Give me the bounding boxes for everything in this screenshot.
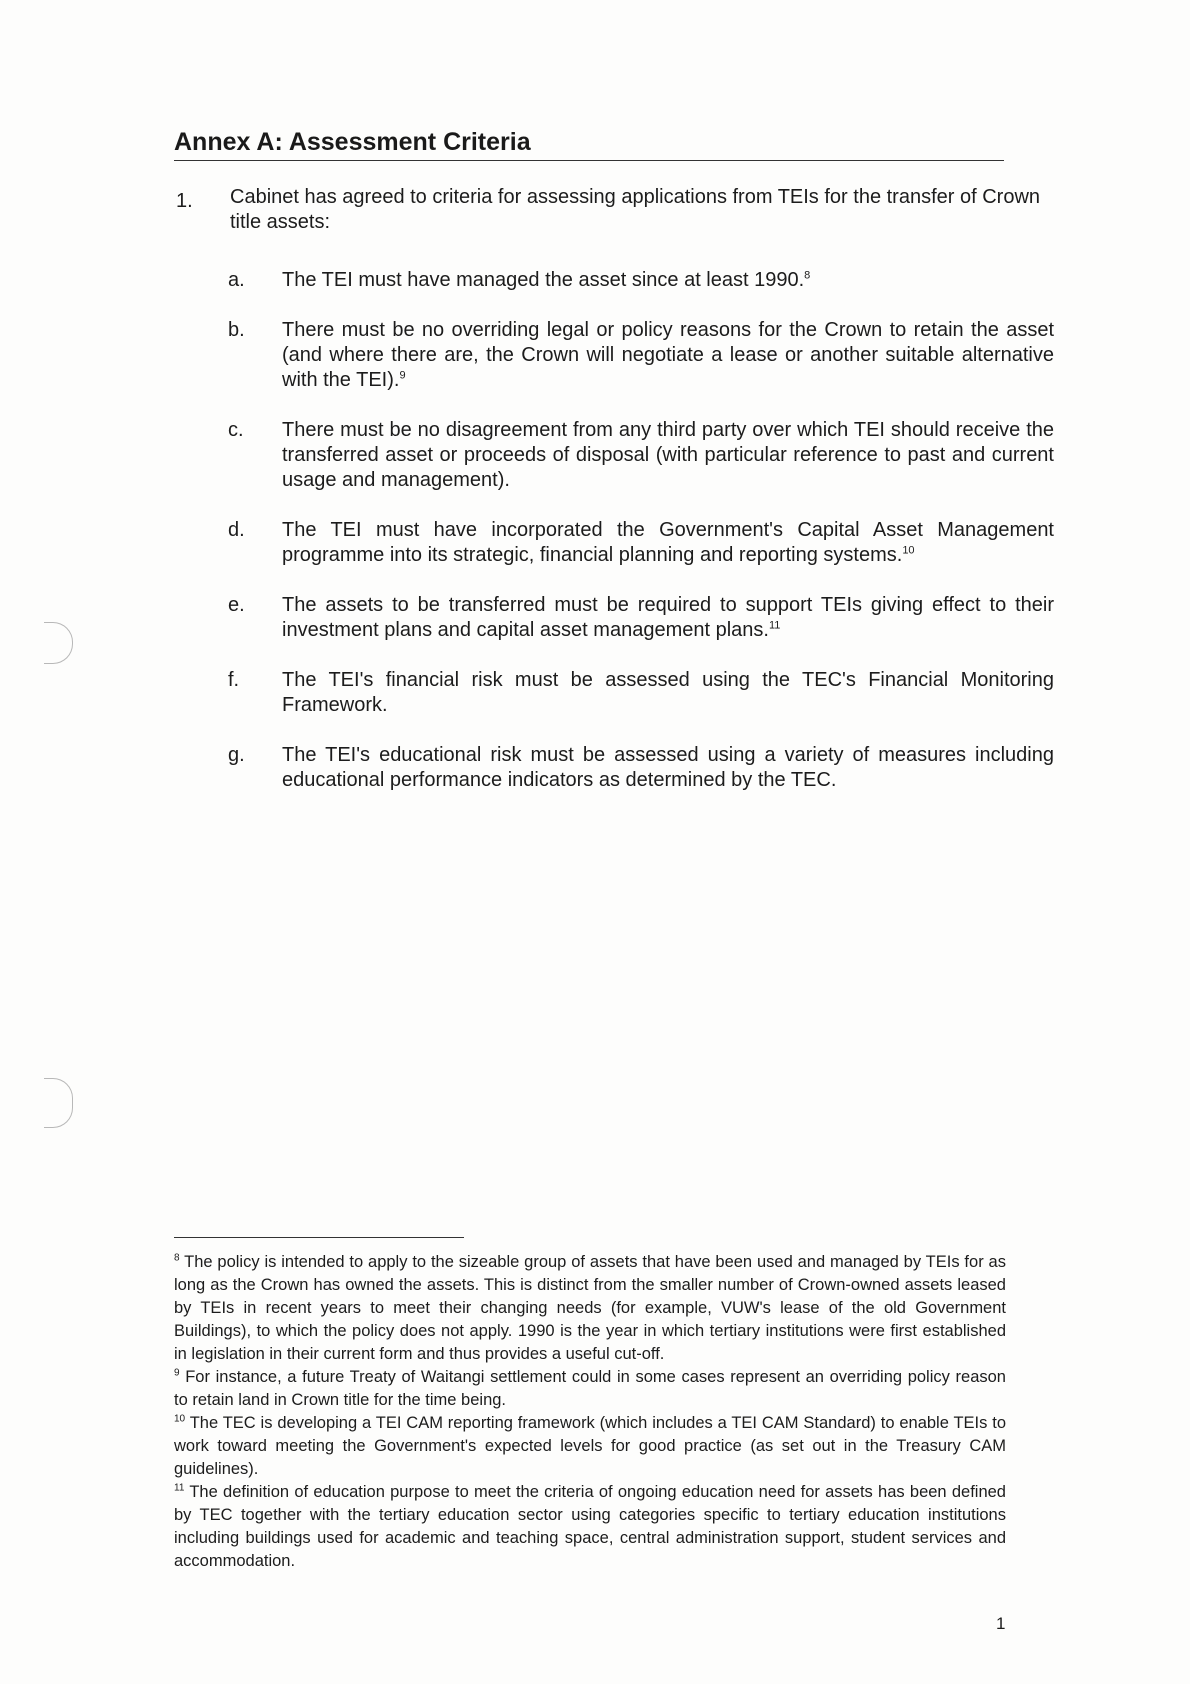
footnote-9: [174, 1366, 1006, 1412]
criterion-text: The TEI must have managed the asset since at least 1990.: [282, 269, 805, 291]
footnote-ref: 11: [768, 619, 781, 632]
footnotes: [174, 1251, 1006, 1573]
footnote-text: For instance, a future Treaty of Waitangi settlement could in some cases represent an overriding policy reason to retain land in Crown title for the time being.: [174, 1368, 1006, 1409]
page-title: Annex A: Assessment Criteria: [174, 128, 531, 156]
footnote-11: [174, 1481, 1006, 1573]
footnote-text: The definition of education purpose to meet the criteria of ongoing education need for assets has been defined by TEC together with the tertiary education sector using categories specific to tertiary education institutions including buildings used for academic and teaching space, central administration support, student services and accommodation.: [174, 1483, 1006, 1570]
criterion-letter: d.: [228, 519, 245, 541]
footnote-number: 11: [174, 1482, 185, 1494]
criterion-letter: c.: [228, 419, 244, 441]
footnote-number: 10: [174, 1413, 186, 1425]
criterion-text: There must be no disagreement from any third party over which TEI should receive the transferred asset or proceeds of disposal (with particular reference to past and current usage and management).: [282, 419, 1054, 491]
page-number: 1: [996, 1614, 1006, 1633]
footnote-10: [174, 1412, 1006, 1481]
footnote-number: 9: [174, 1367, 180, 1379]
criterion-letter: b.: [228, 319, 245, 341]
criterion-text: The TEI's educational risk must be assessed using a variety of measures including educational performance indicators as determined by the TEC.: [282, 744, 1054, 791]
hole-punch-mark: [44, 622, 73, 664]
paragraph-number: 1.: [176, 190, 193, 212]
footnote-number: 8: [174, 1252, 180, 1264]
criterion-letter: a.: [228, 269, 245, 291]
footnote-text: The policy is intended to apply to the sizeable group of assets that have been used and managed by TEIs for as long as the Crown has owned the assets. This is distinct from the smaller number of Crown-owned assets leased by TEIs in recent years to meet their changing needs (for example, VUW's lease of the old Government Buildings), to which the policy does not apply. 1990 is the year in which tertiary institutions were first established in legislation in their current form and thus provides a useful cut-off.: [174, 1253, 1006, 1363]
criterion-text: The TEI must have incorporated the Government's Capital Asset Management programme into its strategic, financial planning and reporting systems.: [282, 519, 1054, 566]
criterion-text: The TEI's financial risk must be assessed using the TEC's Financial Monitoring Framework.: [282, 669, 1054, 716]
footnote-separator: [174, 1237, 464, 1238]
heading-underline: [174, 160, 1004, 161]
footnote-8: [174, 1251, 1006, 1366]
criterion-letter: g.: [228, 744, 245, 766]
footnote-ref: 8: [804, 269, 811, 282]
criterion-letter: e.: [228, 594, 245, 616]
criterion-text: There must be no overriding legal or policy reasons for the Crown to retain the asset (and where there are, the Crown will negotiate a lease or another suitable alternative with the TEI).: [282, 319, 1054, 391]
criterion-letter: f.: [228, 669, 240, 691]
paragraph-text: Cabinet has agreed to criteria for assessing applications from TEIs for the transfer of Crown title assets:: [230, 186, 1041, 233]
footnote-ref: 9: [399, 369, 406, 382]
footnote-ref: 10: [902, 544, 915, 557]
footnote-text: The TEC is developing a TEI CAM reporting framework (which includes a TEI CAM Standard) to enable TEIs to work toward meeting the Government's expected levels for good practice (as set out in the Treasury CAM guidelines).: [174, 1414, 1007, 1478]
criterion-text: The assets to be transferred must be required to support TEIs giving effect to their investment plans and capital asset management plans.: [282, 594, 1054, 641]
hole-punch-mark: [44, 1078, 73, 1128]
